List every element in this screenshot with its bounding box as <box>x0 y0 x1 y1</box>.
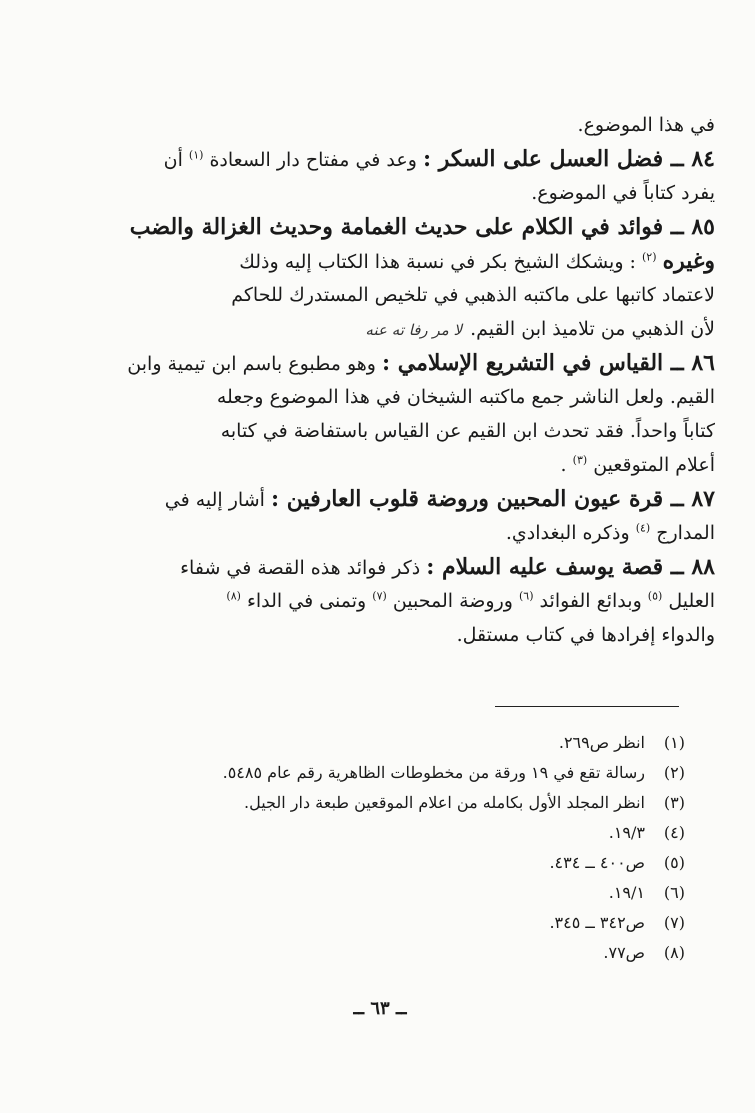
text-line <box>95 346 715 380</box>
text-line <box>95 380 715 414</box>
footnote-number: (٨) <box>663 943 685 962</box>
footnote <box>200 758 685 788</box>
text-line <box>95 142 715 176</box>
text-run: وعد في مفتاح دار السعادة <box>203 149 423 171</box>
entry-heading: ٨٥ ــ فوائد في الكلام على حديث الغمامة وحديث الغزالة والضب <box>129 214 715 240</box>
text-run: وهو مطبوع باسم ابن تيمية وابن <box>127 353 382 375</box>
text-run: العليل <box>662 590 715 612</box>
footnote-ref: (٢) <box>642 250 657 264</box>
footnote-text: ١٩/٣. <box>608 823 645 842</box>
entry-heading: وغيره <box>662 248 715 274</box>
footnote <box>200 908 685 938</box>
text-line <box>95 210 715 244</box>
text-run: . <box>560 454 573 476</box>
text-line <box>95 448 715 482</box>
text-run: كتاباً واحداً. فقد تحدث ابن القيم عن القياس باستفاضة في كتابه <box>220 420 715 442</box>
footnote-text: ص٤٠٠ ــ ٤٣٤. <box>549 853 645 872</box>
footnote-text: رسالة تقع في ١٩ ورقة من مخطوطات الظاهرية رقم عام ٥٤٨٥. <box>222 763 645 782</box>
text-run: : ويشكك الشيخ بكر في نسبة هذا الكتاب إليه وذلك <box>239 251 642 273</box>
text-run: والدواء إفرادها في كتاب مستقل. <box>456 624 715 646</box>
footnote-ref: (٣) <box>572 453 588 467</box>
footnote-ref: (٤) <box>635 521 651 535</box>
footnote-number: (٧) <box>663 913 685 932</box>
text-run: وبدائع الفوائد <box>533 590 648 612</box>
page-number: ــ ٦٣ ــ <box>353 998 407 1019</box>
footnote <box>200 938 685 968</box>
entry-heading: ٨٧ ــ قرة عيون المحبين وروضة قلوب العارفين : <box>270 486 715 512</box>
text-run: المدارج <box>650 522 715 544</box>
handwritten-note: لا مر رفا ته عنه <box>365 321 463 339</box>
main-text <box>95 108 715 652</box>
text-line <box>95 516 715 550</box>
footnote-ref: (١) <box>188 148 204 162</box>
text-line <box>95 550 715 584</box>
text-run: ذكر فوائد هذه القصة في شفاء <box>180 557 427 579</box>
footnote-number: (١) <box>663 733 685 752</box>
text-line <box>95 176 715 210</box>
footnote <box>200 788 685 818</box>
footnote-number: (٤) <box>663 823 685 842</box>
text-run: أن <box>163 149 189 171</box>
footnote <box>200 728 685 758</box>
footnote-text: ١٩/١. <box>608 883 645 902</box>
text-run: في هذا الموضوع. <box>577 114 715 136</box>
text-line <box>95 244 715 278</box>
text-run: أعلام المتوقعين <box>587 454 715 476</box>
footnote-ref: (٨) <box>226 589 241 603</box>
footnote <box>200 848 685 878</box>
footnote <box>200 878 685 908</box>
text-run: القيم. ولعل الناشر جمع ماكتبه الشيخان في هذا الموضوع وجعله <box>216 386 715 408</box>
footnote-text: انظر ص٢٦٩. <box>558 733 645 752</box>
footnote-text: ص٣٤٢ ــ ٣٤٥. <box>549 913 645 932</box>
footnote-number: (٦) <box>663 883 685 902</box>
text-line <box>95 584 715 618</box>
footnote <box>200 818 685 848</box>
footnotes <box>200 728 685 968</box>
footnote-divider <box>495 706 679 707</box>
footnote-ref: (٥) <box>647 589 663 603</box>
text-line <box>95 278 715 312</box>
footnote-number: (٥) <box>663 853 685 872</box>
entry-heading: ٨٦ ــ القياس في التشريع الإسلامي : <box>382 350 715 376</box>
text-run: وذكره البغدادي. <box>505 522 636 544</box>
entry-heading: ٨٨ ــ قصة يوسف عليه السلام : <box>426 554 715 580</box>
footnote-text: ص٧٧. <box>603 943 645 962</box>
text-line <box>95 414 715 448</box>
text-line <box>95 482 715 516</box>
text-run: وروضة المحبين <box>386 590 519 612</box>
text-line <box>95 618 715 652</box>
text-run: يفرد كتاباً في الموضوع. <box>531 182 715 204</box>
footnote-ref: (٧) <box>372 589 387 603</box>
footnote-ref: (٦) <box>519 589 534 603</box>
footnote-text: انظر المجلد الأول بكامله من اعلام الموقعين طبعة دار الجيل. <box>244 793 645 812</box>
footnote-number: (٢) <box>663 763 685 782</box>
text-run: لأن الذهبي من تلاميذ ابن القيم. <box>470 318 715 340</box>
text-line <box>95 108 715 142</box>
footnote-number: (٣) <box>663 793 685 812</box>
text-run: لاعتماد كاتبها على ماكتبه الذهبي في تلخيص المستدرك للحاكم <box>231 284 715 306</box>
text-run: وتمنى في الداء <box>240 590 373 612</box>
text-line <box>95 312 715 346</box>
text-run: أشار إليه في <box>164 489 271 511</box>
entry-heading: ٨٤ ــ فضل العسل على السكر : <box>422 146 715 172</box>
